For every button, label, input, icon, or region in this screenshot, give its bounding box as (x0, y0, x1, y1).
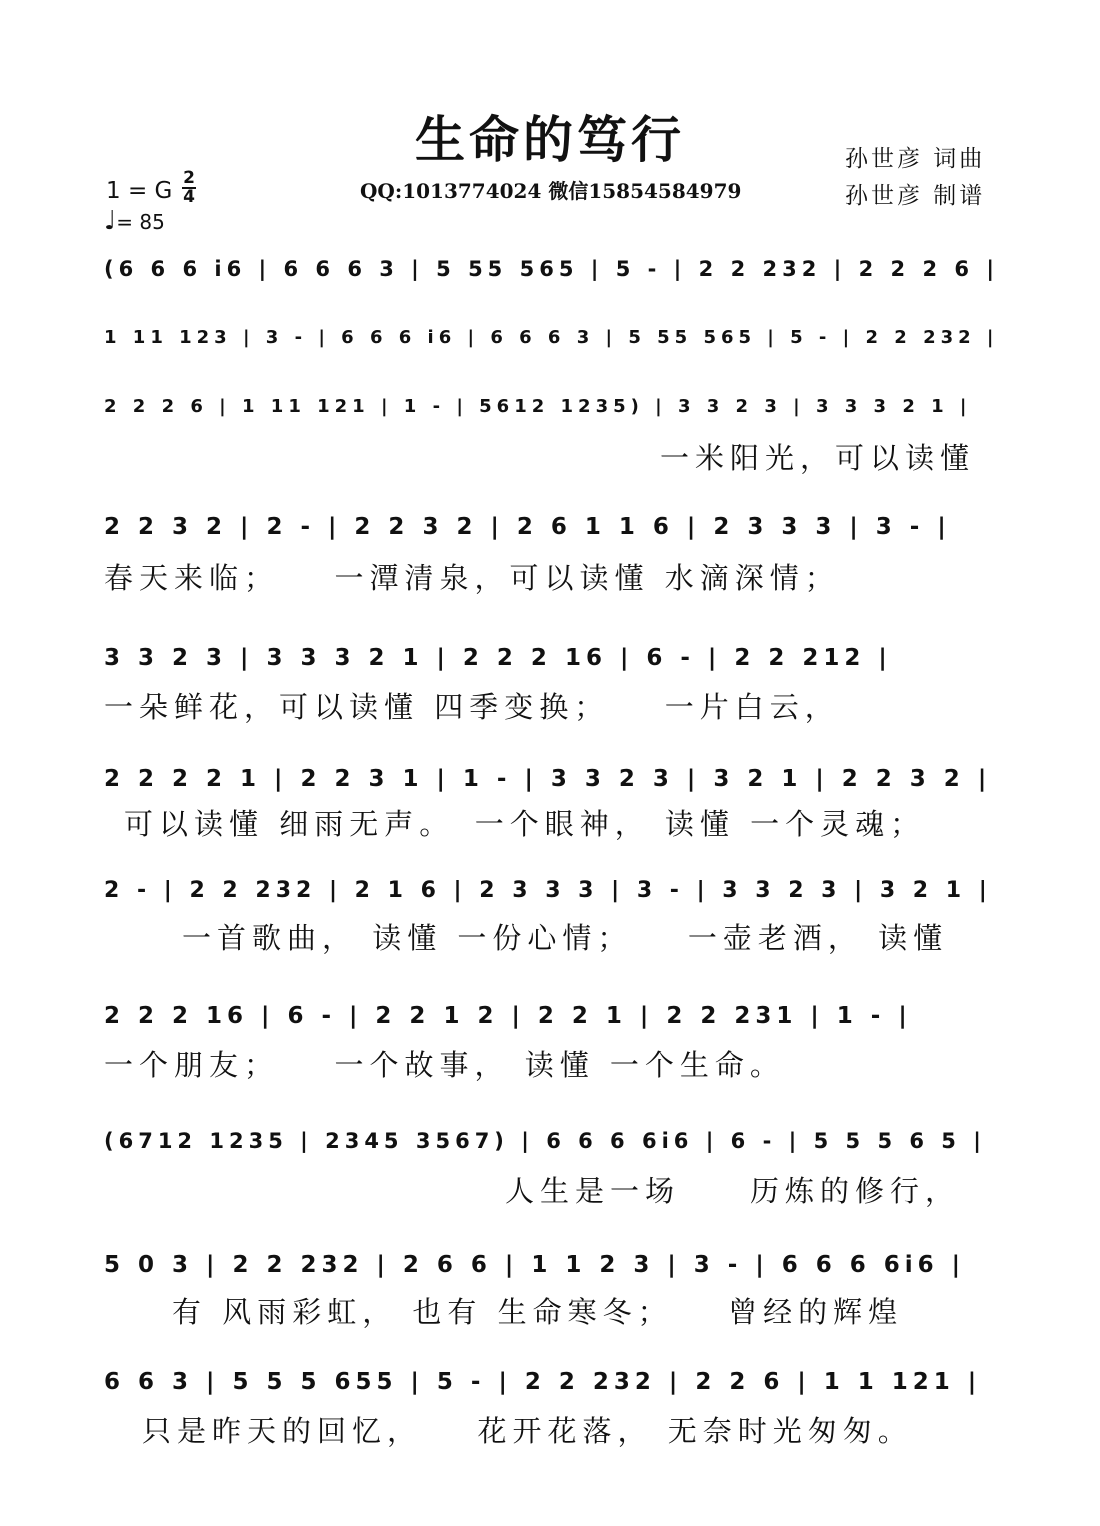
quarter-note-icon: ♩ (104, 206, 117, 236)
time-signature-bottom: 4 (183, 187, 195, 207)
score-line-8: 2 2 2 16 | 6 - | 2 2 1 2 | 2 2 1 | 2 2 231 | 1 - | (104, 1003, 912, 1029)
score-line-11: 6 6 3 | 5 5 5 655 | 5 - | 2 2 232 | 2 2 6 | 1 1 121 | (104, 1369, 982, 1395)
lyric-line-5: 一朵鲜花，可以读懂 四季变换； 一片白云， (104, 690, 840, 724)
contact-info: QQ:1013774024 微信15854584979 (360, 179, 742, 203)
lyricist-composer-credit: 孙世彦 词曲 (845, 146, 986, 172)
score-line-3: 2 2 2 6 | 1 11 121 | 1 - | 5612 1235) | 3 3 2 3 | 3 3 3 2 1 | (104, 396, 972, 417)
lyric-line-8: 一个朋友； 一个故事， 读懂 一个生命。 (104, 1048, 785, 1082)
score-line-1: (6 6 6 i6 | 6 6 6 3 | 5 55 565 | 5 - | 2 2 232 | 2 2 2 6 | (104, 257, 999, 281)
time-signature-top: 2 (183, 168, 195, 188)
lyric-line-7: 一首歌曲， 读懂 一份心情； 一壶老酒， 读懂 (182, 921, 949, 955)
lyric-line-11: 只是昨天的回忆， 花开花落， 无奈时光匆匆。 (142, 1414, 913, 1448)
score-line-2: 1 11 123 | 3 - | 6 6 6 i6 | 6 6 6 3 | 5 55 565 | 5 - | 2 2 232 | (104, 327, 999, 348)
score-line-4: 2 2 3 2 | 2 - | 2 2 3 2 | 2 6 1 1 6 | 2 3 3 3 | 3 - | (104, 514, 951, 540)
lyric-line-9: 人生是一场 历炼的修行， (505, 1174, 961, 1208)
transcriber-credit: 孙世彦 制谱 (845, 183, 986, 209)
time-signature (182, 170, 196, 206)
tempo-marking (104, 206, 165, 236)
lyric-line-6: 可以读懂 细雨无声。 一个眼神， 读懂 一个灵魂； (124, 807, 926, 841)
score-line-5: 3 3 2 3 | 3 3 3 2 1 | 2 2 2 16 | 6 - | 2 2 212 | (104, 645, 892, 671)
tempo-value: = 85 (116, 210, 165, 234)
lyric-line-4: 春天来临； 一潭清泉，可以读懂 水滴深情； (104, 561, 840, 595)
score-line-7: 2 - | 2 2 232 | 2 1 6 | 2 3 3 3 | 3 - | 3 3 2 3 | 3 2 1 | (104, 878, 992, 903)
song-title: 生命的笃行 (415, 110, 685, 169)
lyric-line-10: 有 风雨彩虹， 也有 生命寒冬； 曾经的辉煌 (172, 1295, 904, 1329)
key-signature: 1 = G (106, 178, 173, 204)
lyric-line-3: 一米阳光，可以读懂 (660, 441, 976, 475)
score-line-9: (6712 1235 | 2345 3567) | 6 6 6 6i6 | 6 - | 5 5 5 6 5 | (104, 1129, 986, 1153)
score-line-10: 5 0 3 | 2 2 232 | 2 6 6 | 1 1 2 3 | 3 - | 6 6 6 6i6 | (104, 1252, 966, 1278)
score-line-6: 2 2 2 2 1 | 2 2 3 1 | 1 - | 3 3 2 3 | 3 2 1 | 2 2 3 2 | (104, 766, 992, 792)
